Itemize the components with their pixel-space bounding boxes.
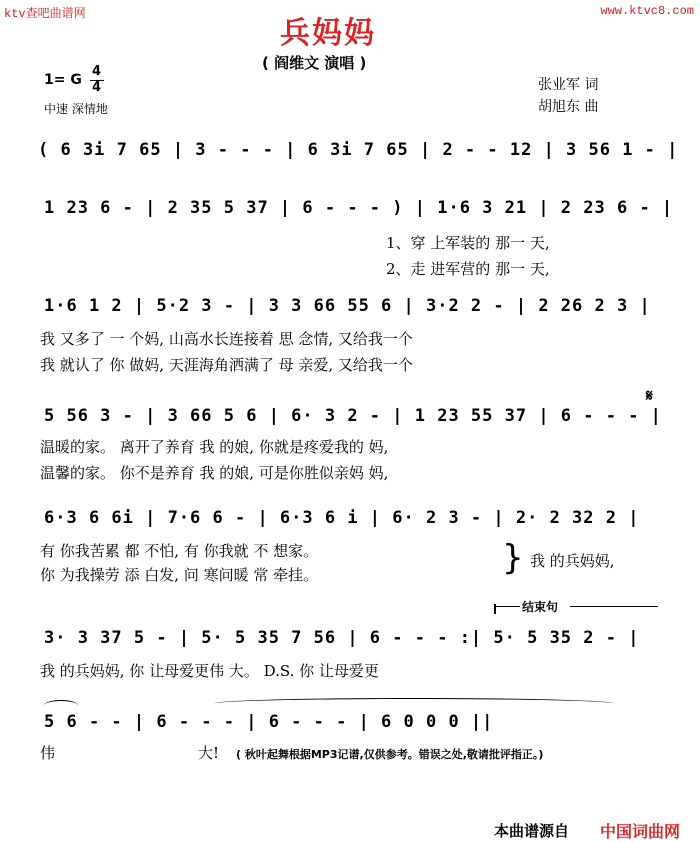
lyrics-row-2-verse-1: 1、穿 上军装的 那一 天, xyxy=(386,234,550,252)
song-subtitle: ( 阎维文 演唱 ) xyxy=(262,54,367,72)
tie-arc-long xyxy=(214,698,614,709)
time-signature-top: 4 xyxy=(92,64,102,79)
notation-row-7: 5 6 - - | 6 - - - | 6 - - - | 6 0 0 0 || xyxy=(44,712,494,732)
notation-row-5: 6·3 6 6i | 7·6 6 - | 6·3 6 i | 6· 2 3 - | 2· 2 32 2 | xyxy=(44,508,640,528)
footer-source-label: 本曲谱源自 xyxy=(494,822,570,840)
final-word: 大! xyxy=(198,744,220,762)
lyrics-row-6: 我 的兵妈妈, 你 让母爱更伟 大。 D.S. 你 让母爱更 xyxy=(40,662,379,680)
song-title: 兵妈妈 xyxy=(280,16,376,51)
lyrics-row-2-verse-2: 2、走 进军营的 那一 天, xyxy=(386,260,550,278)
ending-marker: 结束句 xyxy=(522,600,559,614)
lyrics-row-7: 伟 xyxy=(40,744,56,762)
brace-symbol: } xyxy=(502,538,524,578)
lyrics-row-4-verse-1: 温暖的家。 离开了养育 我 的娘, 你就是疼爱我的 妈, xyxy=(40,438,389,456)
watermark-right: www.ktvc8.com xyxy=(600,4,694,18)
lyricist-credit: 张业军 词 xyxy=(538,77,599,93)
ending-line-right xyxy=(570,606,658,607)
notation-row-4: 5 56 3 - | 3 66 5 6 | 6· 3 2 - | 1 23 55 37 | 6 - - - | xyxy=(44,406,662,426)
footer-site-name: 中国词曲网 xyxy=(600,822,681,841)
segno-sign: 𝄋 xyxy=(646,386,653,405)
lyrics-row-5-verse-1: 有 你我苦累 都 不怕, 有 你我就 不 想家。 xyxy=(40,542,319,560)
notation-row-3: 1·6 1 2 | 5·2 3 - | 3 3 66 55 6 | 3·2 2 - | 2 26 2 3 | xyxy=(44,296,651,316)
composer-credit: 胡旭东 曲 xyxy=(538,99,599,115)
notation-row-2: 1 23 6 - | 2 35 5 37 | 6 - - - ) | 1·6 3 21 | 2 23 6 - | xyxy=(44,198,674,218)
ending-line-left xyxy=(494,606,520,607)
time-signature-bottom: 4 xyxy=(92,80,102,95)
slur-arc-1 xyxy=(44,700,78,711)
transcriber-note: ( 秋叶起舞根据MP3记谱,仅供参考。错误之处,敬请批评指正。) xyxy=(236,748,544,761)
lyrics-row-3-verse-1: 我 又多了 一 个妈, 山高水长连接着 思 念情, 又给我一个 xyxy=(40,330,413,348)
key-signature: 1= G xyxy=(44,72,82,88)
notation-row-1: ( 6 3i 7 65 | 3 - - - | 6 3i 7 65 | 2 - - 12 | 3 56 1 - | xyxy=(38,140,679,160)
watermark-left: ktv查吧曲谱网 xyxy=(4,7,86,21)
lyrics-row-5-verse-2: 你 为我操劳 添 白发, 问 寒问暖 常 牵挂。 xyxy=(40,566,319,584)
notation-row-6: 3· 3 37 5 - | 5· 5 35 7 56 | 6 - - - :| 5· 5 35 2 - | xyxy=(44,628,640,648)
tempo-marking: 中速 深情地 xyxy=(44,102,108,116)
lyrics-row-4-verse-2: 温馨的家。 你不是养育 我 的娘, 可是你胜似亲妈 妈, xyxy=(40,464,389,482)
chorus-aside-lyric: 我 的兵妈妈, xyxy=(530,552,615,570)
lyrics-row-3-verse-2: 我 就认了 你 做妈, 天涯海角洒满了 母 亲爱, 又给我一个 xyxy=(40,356,413,374)
